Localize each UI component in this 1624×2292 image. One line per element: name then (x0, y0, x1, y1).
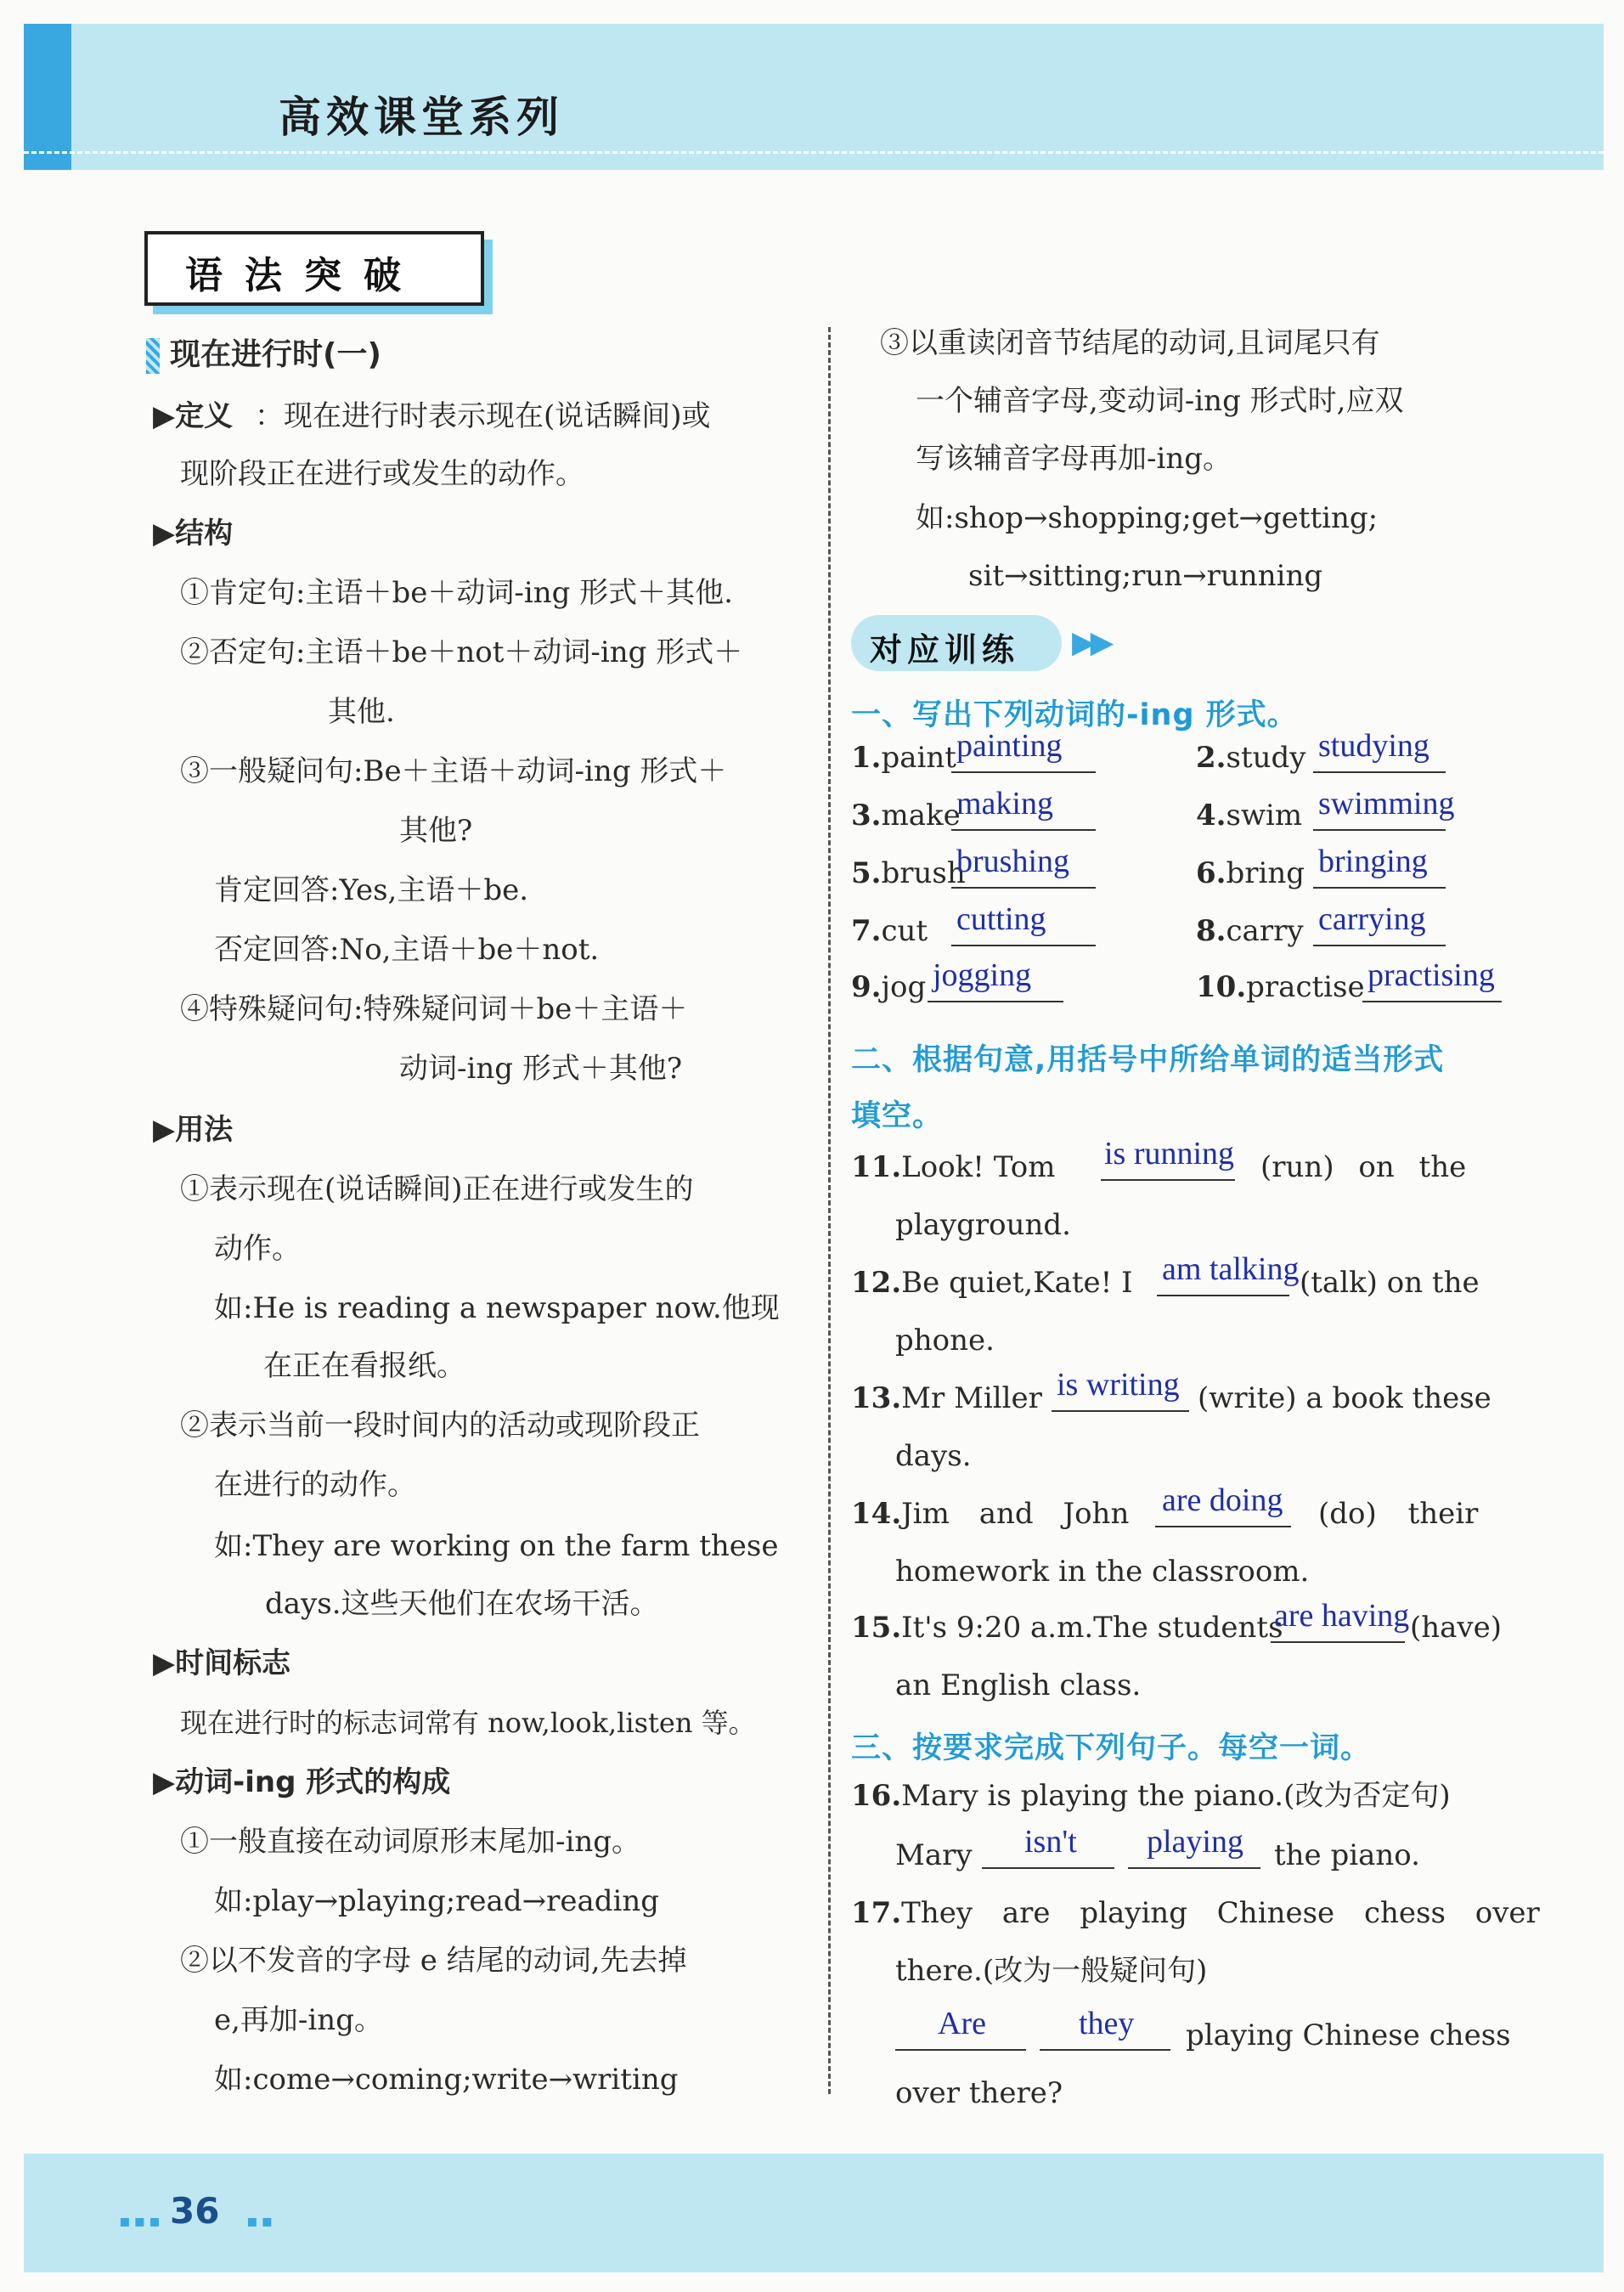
page-number: 36 (170, 2190, 220, 2232)
ing-form-example: 如:come→coming;write→writing (214, 2063, 679, 2097)
question-number: 15. (851, 1611, 902, 1645)
answer-text: isn't (1024, 1824, 1077, 1860)
page-number-decoration: ▪▪▪ (119, 2210, 164, 2231)
question-text: phone. (895, 1324, 995, 1358)
exercise-item (1196, 970, 1365, 1004)
question-row (851, 1381, 1042, 1415)
question-row (851, 1611, 1283, 1645)
answer-text: studying (1318, 728, 1429, 764)
header-dashed-line (24, 151, 1604, 154)
usage-label: ▶用法 (153, 1113, 234, 1147)
structure-item: ①肯定句:主语＋be＋动词-ing 形式＋其他. (180, 576, 733, 610)
question-text: (talk) on the (1300, 1266, 1480, 1300)
question-number: 7. (851, 914, 882, 948)
structure-item: 其他. (328, 695, 395, 729)
structure-item: 肯定回答:Yes,主语＋be. (214, 873, 529, 907)
question-text: Be quiet,Kate! I (901, 1266, 1133, 1300)
column-divider (828, 327, 831, 2094)
double-arrow-icon: ▶▶ (1072, 625, 1109, 660)
question-text: the piano. (1274, 1838, 1420, 1872)
structure-item: 否定回答:No,主语＋be＋not. (214, 933, 600, 967)
question-text: over there? (895, 2076, 1063, 2110)
question-text: Mr Miller (901, 1381, 1042, 1415)
question-text: (do) their (1318, 1497, 1479, 1531)
question-number: 3. (851, 799, 882, 833)
ing-form-item: ②以不发音的字母 e 结尾的动词,先去掉 (180, 1944, 687, 1978)
ing-form-item: 一个辅音字母,变动词-ing 形式时,应双 (916, 384, 1404, 418)
ing-form-item: ①一般直接在动词原形末尾加-ing。 (180, 1825, 641, 1859)
question-row (851, 1150, 1056, 1184)
exercise-item (851, 970, 926, 1004)
question-text: (run) on the (1260, 1150, 1467, 1184)
exercise-item (851, 741, 956, 775)
question-number: 2. (1196, 741, 1226, 775)
structure-item: ③一般疑问句:Be＋主语＋动词-ing 形式＋ (180, 754, 727, 788)
question-text: (have) (1410, 1611, 1503, 1645)
answer-text: swimming (1318, 786, 1455, 821)
time-marker-label: ▶时间标志 (153, 1646, 291, 1680)
usage-example: 在正在看报纸。 (263, 1349, 465, 1383)
ing-form-item: 写该辅音字母再加-ing。 (916, 442, 1232, 476)
usage-item: ①表示现在(说话瞬间)正在进行或发生的 (180, 1172, 694, 1206)
ing-form-example: 如:play→playing;read→reading (214, 1884, 660, 1918)
question-number: 6. (1196, 856, 1226, 890)
verb-word: make (881, 799, 961, 833)
structure-item: ②否定句:主语＋be＋not＋动词-ing 形式＋ (180, 635, 743, 669)
ing-form-item: e,再加-ing。 (214, 2003, 383, 2037)
question-number: 17. (851, 1896, 902, 1930)
definition-line: ：现在进行时表示现在(说话瞬间)或 (255, 399, 711, 433)
definition-label: ▶定义 (153, 399, 234, 433)
verb-word: jog (881, 970, 927, 1004)
question-row (851, 1497, 1129, 1531)
answer-text: playing (1147, 1824, 1243, 1860)
question-text: It's 9:20 a.m.The students (901, 1611, 1283, 1645)
question-row (851, 1266, 1133, 1300)
question-number: 9. (851, 970, 882, 1004)
verb-word: practise (1246, 970, 1365, 1004)
page-number-decoration: ▪▪ (246, 2210, 277, 2231)
question-number: 14. (851, 1497, 902, 1531)
structure-item: 动词-ing 形式＋其他? (399, 1052, 683, 1086)
header-accent-block (24, 24, 71, 170)
answer-text: making (956, 786, 1053, 821)
answer-text: bringing (1318, 844, 1428, 879)
question-text: homework in the classroom. (895, 1555, 1310, 1589)
exercise-item (851, 914, 928, 948)
usage-example: 如:They are working on the farm these (214, 1529, 779, 1563)
time-marker-text: 现在进行时的标志词常有 now,look,listen 等。 (180, 1707, 756, 1739)
answer-text: painting (956, 728, 1063, 764)
usage-example: days.这些天他们在农场干活。 (265, 1587, 659, 1621)
topic-marker-icon (146, 338, 160, 374)
question-number: 5. (851, 856, 882, 890)
topic-title: 现在进行时(一) (170, 337, 381, 372)
answer-text: carrying (1318, 901, 1426, 937)
part1-heading: 一、写出下列动词的-ing 形式。 (851, 698, 1298, 732)
question-text: They are playing Chinese chess over (901, 1896, 1540, 1930)
question-text: there.(改为一般疑问句) (895, 1954, 1208, 1988)
usage-item: ②表示当前一段时间内的活动或现阶段正 (180, 1409, 700, 1442)
practice-title: 对应训练 (870, 631, 1020, 669)
question-text: an English class. (895, 1668, 1142, 1702)
usage-item: 在进行的动作。 (214, 1468, 416, 1502)
question-text: (write) a book these (1198, 1381, 1491, 1415)
question-row (851, 1896, 1540, 1930)
usage-example: 如:He is reading a newspaper now.他现 (214, 1291, 780, 1325)
page-header (24, 24, 1604, 170)
exercise-item (1196, 799, 1302, 833)
structure-item: ④特殊疑问句:特殊疑问词＋be＋主语＋ (180, 992, 688, 1026)
exercise-item (1196, 856, 1305, 890)
answer-text: practising (1367, 957, 1495, 993)
question-number: 10. (1196, 970, 1247, 1004)
answer-text: is writing (1057, 1367, 1180, 1403)
answer-text: are having (1274, 1598, 1410, 1634)
question-row (851, 1779, 1451, 1813)
usage-item: 动作。 (214, 1232, 301, 1266)
answer-text: they (1079, 2006, 1135, 2041)
question-text: days. (895, 1439, 972, 1473)
question-text: playground. (895, 1208, 1071, 1242)
question-number: 16. (851, 1779, 902, 1813)
exercise-item (851, 799, 961, 833)
part2-heading: 填空。 (851, 1099, 944, 1133)
answer-text: jogging (933, 957, 1032, 993)
question-number: 8. (1196, 914, 1226, 948)
answer-text: brushing (956, 844, 1069, 879)
definition-line: 现阶段正在进行或发生的动作。 (180, 457, 584, 491)
verb-word: paint (881, 741, 956, 775)
practice-banner (851, 615, 1062, 671)
question-number: 12. (851, 1266, 902, 1300)
verb-word: study (1226, 741, 1306, 775)
question-number: 4. (1196, 799, 1226, 833)
question-text: Mary (895, 1838, 973, 1872)
answer-text: is running (1104, 1136, 1235, 1171)
structure-label: ▶结构 (153, 517, 234, 550)
structure-item: 其他? (399, 814, 473, 848)
part3-heading: 三、按要求完成下列句子。每空一词。 (851, 1731, 1372, 1765)
verb-word: carry (1226, 914, 1304, 948)
ing-form-example: sit→sitting;run→running (968, 559, 1323, 593)
question-text: Jim and John (901, 1497, 1130, 1531)
question-text: Look! Tom (901, 1150, 1056, 1184)
answer-text: cutting (956, 901, 1046, 937)
exercise-item (1196, 914, 1304, 948)
answer-text: am talking (1162, 1251, 1300, 1287)
ing-form-example: 如:shop→shopping;get→getting; (916, 501, 1379, 535)
question-text: Mary is playing the piano.(改为否定句) (901, 1779, 1451, 1813)
section-banner-title: 语法突破 (185, 254, 423, 297)
question-number: 13. (851, 1381, 902, 1415)
question-number: 11. (851, 1150, 902, 1184)
ing-form-label: ▶动词-ing 形式的构成 (153, 1765, 451, 1799)
verb-word: swim (1226, 799, 1303, 833)
series-title: 高效课堂系列 (279, 93, 564, 142)
exercise-item (1196, 741, 1305, 775)
part2-heading: 二、根据句意,用括号中所给单词的适当形式 (851, 1043, 1445, 1077)
exercise-item (851, 856, 966, 890)
question-text: playing Chinese chess (1186, 2018, 1511, 2052)
ing-form-item: ③以重读闭音节结尾的动词,且词尾只有 (880, 326, 1380, 360)
answer-text: are doing (1162, 1482, 1283, 1518)
question-number: 1. (851, 741, 882, 775)
verb-word: brush (881, 856, 966, 890)
answer-text: Are (938, 2006, 986, 2041)
section-banner (144, 231, 484, 306)
verb-word: cut (881, 914, 928, 948)
verb-word: bring (1226, 856, 1305, 890)
